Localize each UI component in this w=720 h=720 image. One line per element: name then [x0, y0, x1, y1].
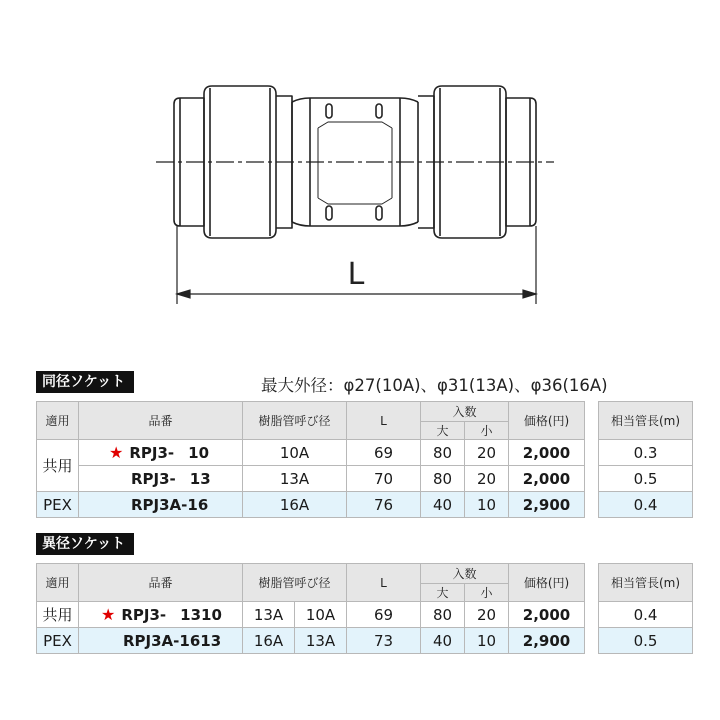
group-common: 共用: [37, 602, 79, 628]
same-dia-table: [36, 401, 693, 518]
resin-size-large: 16A: [243, 628, 295, 654]
qty-small: 10: [465, 492, 509, 518]
qty-large: 40: [421, 492, 465, 518]
price: 2,900: [509, 628, 585, 654]
equiv-length: 0.4: [599, 492, 693, 518]
header-resin: 樹脂管呼び径: [243, 402, 347, 440]
price: 2,000: [509, 602, 585, 628]
socket-drawing: [150, 76, 560, 316]
qty-small: 10: [465, 628, 509, 654]
reducing-table: [36, 563, 693, 654]
header-qty-large: 大: [421, 584, 465, 602]
price: 2,000: [509, 440, 585, 466]
header-l: L: [347, 402, 421, 440]
same-dia-title: 同径ソケット: [36, 371, 134, 393]
star-icon: ★: [101, 605, 116, 624]
table-row: [37, 602, 693, 628]
star-icon: ★: [109, 443, 124, 462]
header-l: L: [347, 564, 421, 602]
equiv-length: 0.5: [599, 628, 693, 654]
qty-small: 20: [465, 466, 509, 492]
header-qty: 入数: [421, 564, 509, 584]
resin-size: 13A: [243, 466, 347, 492]
resin-size: 16A: [243, 492, 347, 518]
header-part: 品番: [79, 564, 243, 602]
table-row: [37, 440, 693, 466]
reducing-title: 異径ソケット: [36, 533, 134, 555]
header-qty: 入数: [421, 402, 509, 422]
header-equiv: 相当管長(m): [599, 564, 693, 602]
header-equiv: 相当管長(m): [599, 402, 693, 440]
length: 69: [347, 602, 421, 628]
group-pex: PEX: [37, 492, 79, 518]
header-qty-small: 小: [465, 584, 509, 602]
header-qty-small: 小: [465, 422, 509, 440]
header-price: 価格(円): [509, 564, 585, 602]
part-number: ★ RPJ3- 10: [79, 440, 243, 466]
header-part: 品番: [79, 402, 243, 440]
length: 69: [347, 440, 421, 466]
header-apply: 適用: [37, 564, 79, 602]
qty-large: 40: [421, 628, 465, 654]
dimension-label: L: [347, 257, 365, 292]
table-row: [37, 466, 693, 492]
part-number: RPJ3A-1613: [79, 628, 243, 654]
resin-size: 10A: [243, 440, 347, 466]
price: 2,900: [509, 492, 585, 518]
qty-small: 20: [465, 440, 509, 466]
header-apply: 適用: [37, 402, 79, 440]
length: 76: [347, 492, 421, 518]
resin-size-small: 13A: [295, 628, 347, 654]
max-outer-diameter: 最大外径：φ27(10A)、φ31(13A)、φ36(16A): [261, 376, 608, 395]
length: 73: [347, 628, 421, 654]
qty-large: 80: [421, 466, 465, 492]
part-number: RPJ3- 13: [79, 466, 243, 492]
price: 2,000: [509, 466, 585, 492]
resin-size-large: 13A: [243, 602, 295, 628]
qty-large: 80: [421, 440, 465, 466]
equiv-length: 0.5: [599, 466, 693, 492]
header-resin: 樹脂管呼び径: [243, 564, 347, 602]
equiv-length: 0.3: [599, 440, 693, 466]
qty-large: 80: [421, 602, 465, 628]
table-row: [37, 628, 693, 654]
header-qty-large: 大: [421, 422, 465, 440]
qty-small: 20: [465, 602, 509, 628]
header-price: 価格(円): [509, 402, 585, 440]
part-number: RPJ3A-16: [79, 492, 243, 518]
equiv-length: 0.4: [599, 602, 693, 628]
resin-size-small: 10A: [295, 602, 347, 628]
group-common: 共用: [37, 440, 79, 492]
table-row: [37, 492, 693, 518]
length: 70: [347, 466, 421, 492]
part-number: ★ RPJ3- 1310: [79, 602, 243, 628]
group-pex: PEX: [37, 628, 79, 654]
